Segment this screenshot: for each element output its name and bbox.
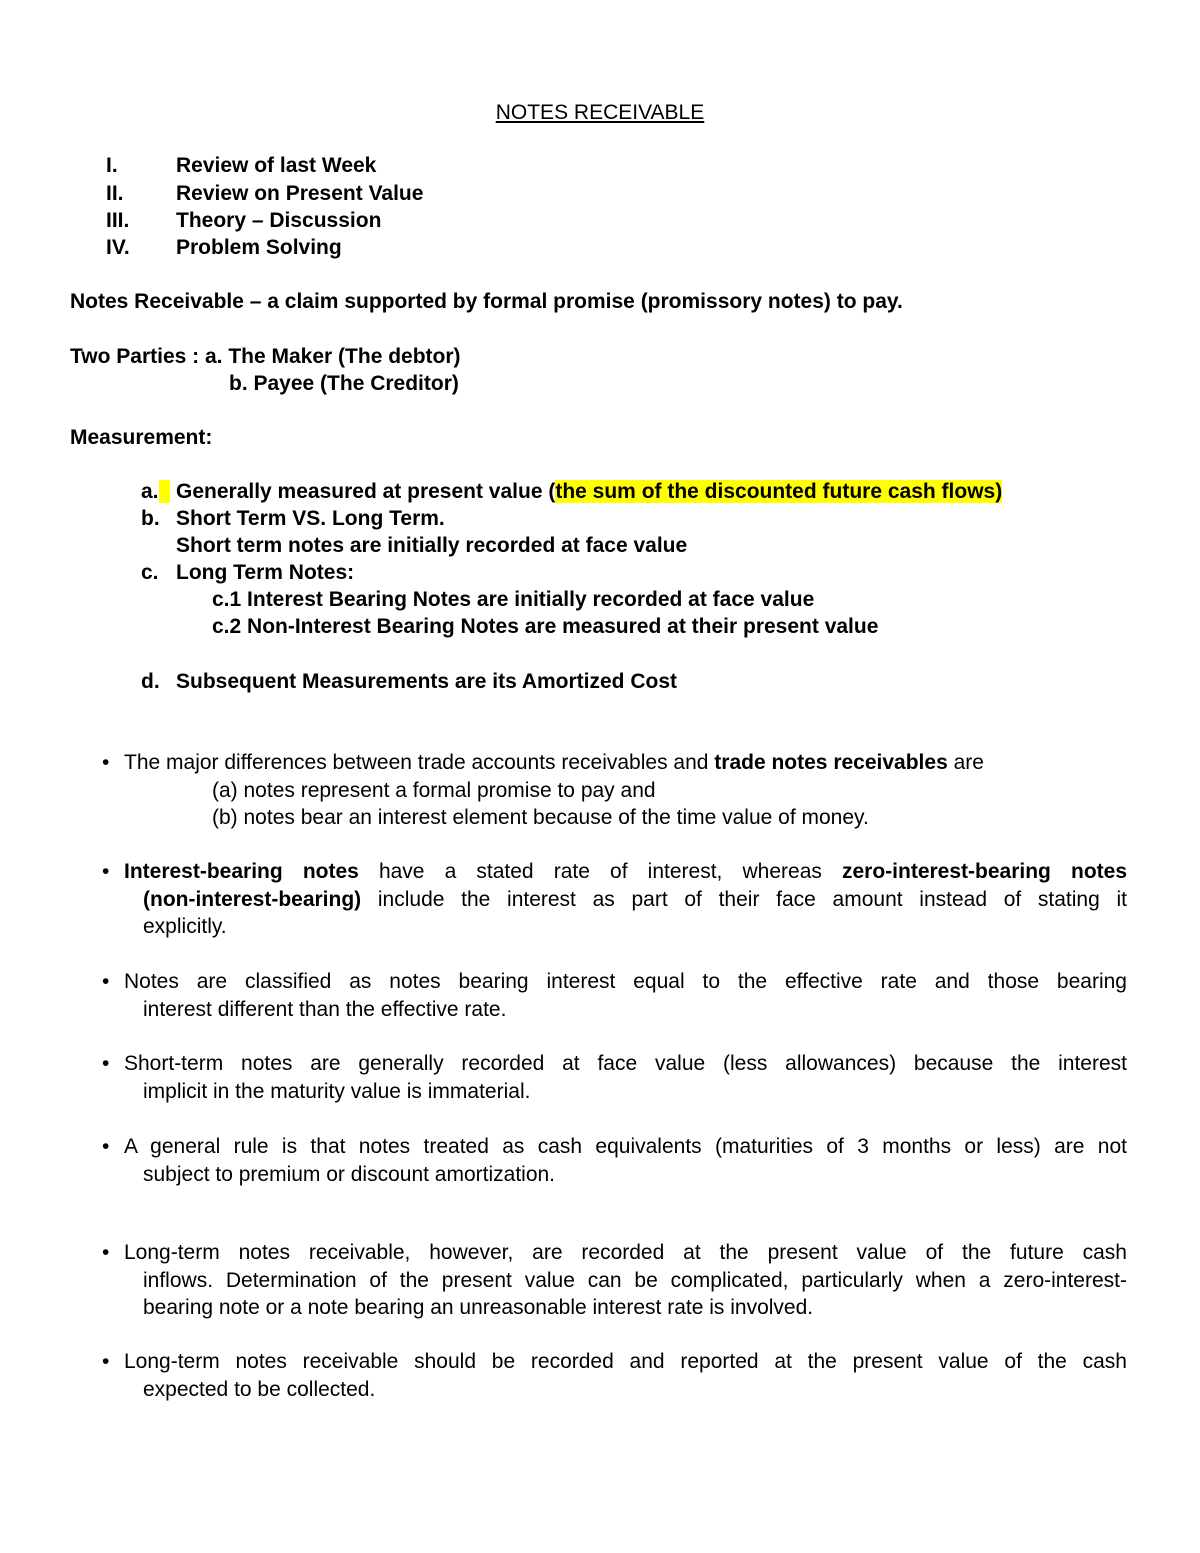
measurement-letter: d. <box>141 670 160 693</box>
parties-line <box>70 343 461 370</box>
party-payee: b. Payee (The Creditor) <box>229 372 459 395</box>
bullet-icon: • <box>102 1052 110 1075</box>
outline-number: I. <box>106 154 118 177</box>
bullet-paragraph: • Long-term notes receivable, however, are recorded at the present value of the future cash inflows. Determination of the present value can be complicated, particularly when a zero-interest- bearing note or a note bearing an unreasonable interest rate is involved. <box>102 1241 1127 1319</box>
bullet-paragraph: • Short-term notes are generally recorded at face value (less allowances) because the interest implicit in the maturity value is immaterial. <box>102 1052 1127 1103</box>
bullet-paragraph: • The major differences between trade accounts receivables and trade notes receivables are (a) notes represent a formal promise to pay and (b) notes bear an interest element because of the time value of money. <box>124 749 1127 832</box>
highlighted-text: the sum of the discounted future cash flows) <box>555 480 1003 503</box>
outline-item: Problem Solving <box>176 236 342 259</box>
bullet-paragraph: • Long-term notes receivable should be recorded and reported at the present value of the cash expected to be collected. <box>102 1350 1127 1401</box>
bullet-icon: • <box>102 860 110 883</box>
page-title: NOTES RECEIVABLE <box>495 101 705 124</box>
measurement-letter: a. <box>141 478 170 505</box>
measurement-item-b-sub: Short term notes are initially recorded at face value <box>176 534 688 557</box>
outline-number: IV. <box>106 236 130 259</box>
outline-number: III. <box>106 209 130 232</box>
measurement-item-c1: c.1 Interest Bearing Notes are initially recorded at face value <box>212 588 815 611</box>
bullet-subitem: (b) notes bear an interest element because of the time value of money. <box>212 806 869 829</box>
measurement-item-b: Short Term VS. Long Term. <box>176 507 445 530</box>
bullet-icon: • <box>102 1241 110 1264</box>
bullet-subitem: (a) notes represent a formal promise to pay and <box>212 778 656 802</box>
parties-label: Two Parties : <box>70 345 200 368</box>
bullet-paragraph: • Interest-bearing notes have a stated rate of interest, whereas zero-interest-bearing notes (non-interest-bearing) include the interest as part of their face amount instead of stating it explicitly. <box>102 860 1127 938</box>
measurement-letter: c. <box>141 561 159 584</box>
outline-item: Review on Present Value <box>176 182 424 205</box>
bullet-icon: • <box>102 1135 110 1158</box>
measurement-letter: b. <box>141 507 160 530</box>
party-maker: a. The Maker (The debtor) <box>204 345 461 368</box>
definition: Notes Receivable – a claim supported by formal promise (promissory notes) to pay. <box>70 290 903 313</box>
measurement-item-c: Long Term Notes: <box>176 561 355 584</box>
measurement-heading: Measurement: <box>70 426 213 449</box>
measurement-item-a: Generally measured at present value (the sum of the discounted future cash flows) <box>176 480 1003 503</box>
measurement-item-c2: c.2 Non-Interest Bearing Notes are measured at their present value <box>212 615 879 638</box>
bullet-paragraph: • Notes are classified as notes bearing interest equal to the effective rate and those bearing interest different than the effective rate. <box>102 970 1127 1021</box>
measurement-item-d: Subsequent Measurements are its Amortized Cost <box>176 670 678 693</box>
outline-item: Review of last Week <box>176 154 377 177</box>
bullet-paragraph: • A general rule is that notes treated as cash equivalents (maturities of 3 months or less) are not subject to premium or discount amortization. <box>102 1135 1127 1186</box>
bullet-icon: • <box>102 970 110 993</box>
bullet-icon: • <box>102 751 110 774</box>
outline-item: Theory – Discussion <box>176 209 382 232</box>
outline-number: II. <box>106 182 124 205</box>
bullet-icon: • <box>102 1350 110 1373</box>
